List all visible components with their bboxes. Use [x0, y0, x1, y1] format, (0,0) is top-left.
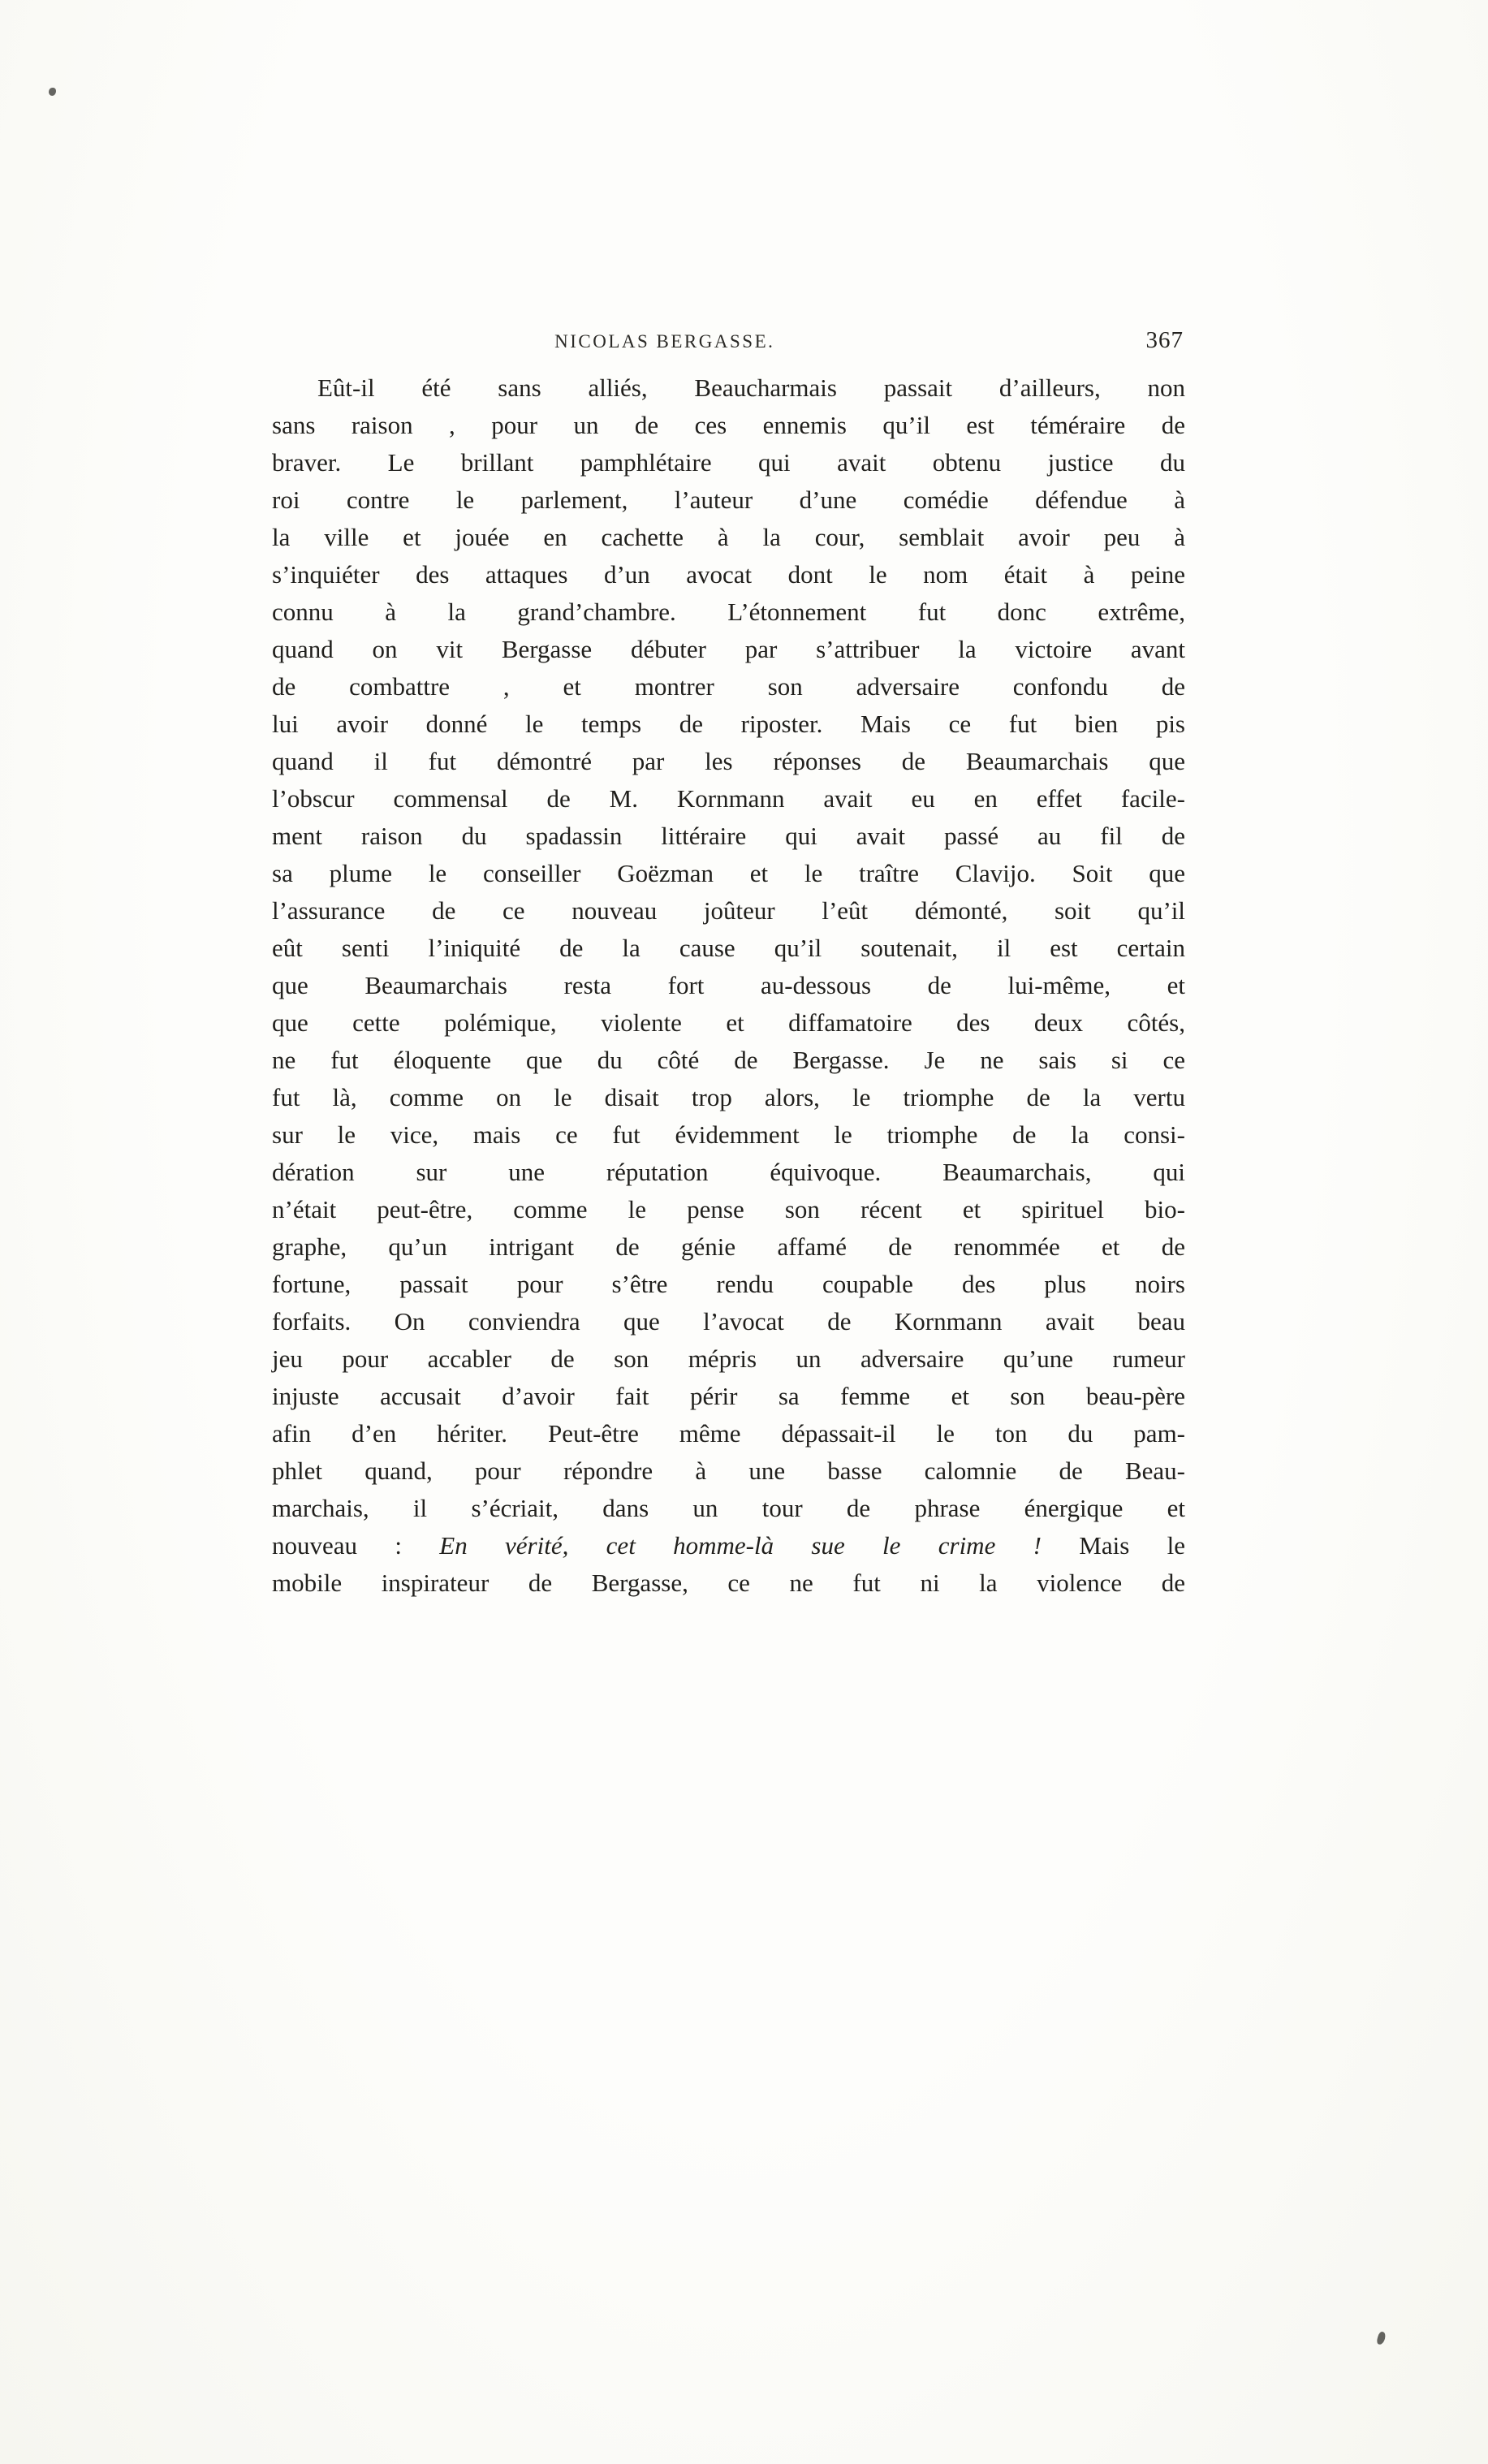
text-line: injuste accusait d’avoir fait périr sa femme et son beau-père [272, 1382, 1185, 1410]
text-line: sans raison , pour un de ces ennemis qu’il est téméraire de [272, 411, 1185, 439]
text-line: ment raison du spadassin littéraire qui avait passé au fil de [272, 822, 1185, 850]
text-segment: Mais le [1041, 1531, 1185, 1560]
text-line: que cette polémique, violente et diffamatoire des deux côtés, [272, 1008, 1185, 1037]
text-line: quand on vit Bergasse débuter par s’attribuer la victoire avant [272, 635, 1185, 663]
text-line: sur le vice, mais ce fut évidemment le triomphe de la consi- [272, 1120, 1185, 1149]
page-number: 367 [1145, 327, 1184, 353]
text-line: marchais, il s’écriait, dans un tour de phrase énergique et [272, 1494, 1185, 1522]
text-line: de combattre , et montrer son adversaire confondu de [272, 672, 1185, 701]
text-line: jeu pour accabler de son mépris un adversaire qu’une rumeur [272, 1344, 1185, 1373]
italic-phrase: En vérité, cet homme-là sue le crime ! [439, 1531, 1042, 1560]
text-line: afin d’en hériter. Peut-être même dépassait-il le ton du pam- [272, 1419, 1185, 1448]
text-line: phlet quand, pour répondre à une basse calomnie de Beau- [272, 1456, 1185, 1485]
text-line: eût senti l’iniquité de la cause qu’il soutenait, il est certain [272, 934, 1185, 962]
scan-speck-top-left [49, 88, 56, 96]
text-line: mobile inspirateur de Bergasse, ce ne fut ni la violence de [272, 1569, 1185, 1597]
paragraph-block [272, 369, 1185, 1602]
text-line: l’assurance de ce nouveau joûteur l’eût démonté, soit qu’il [272, 896, 1185, 925]
text-line: connu à la grand’chambre. L’étonnement fut donc extrême, [272, 598, 1185, 626]
text-line: que Beaumarchais resta fort au-dessous de lui-même, et [272, 971, 1185, 999]
text-line: ne fut éloquente que du côté de Bergasse. Je ne sais si ce [272, 1046, 1185, 1074]
text-line: n’était peut-être, comme le pense son récent et spirituel bio- [272, 1195, 1185, 1223]
text-line: fortune, passait pour s’être rendu coupable des plus noirs [272, 1270, 1185, 1298]
running-title: NICOLAS BERGASSE. [554, 331, 775, 352]
text-line: s’inquiéter des attaques d’un avocat dont le nom était à peine [272, 560, 1185, 589]
text-line: quand il fut démontré par les réponses de Beaumarchais que [272, 747, 1185, 775]
text-line: sa plume le conseiller Goëzman et le traître Clavijo. Soit que [272, 859, 1185, 887]
text-line: braver. Le brillant pamphlétaire qui avait obtenu justice du [272, 448, 1185, 477]
text-line: dération sur une réputation équivoque. Beaumarchais, qui [272, 1158, 1185, 1186]
text-line: forfaits. On conviendra que l’avocat de Kornmann avait beau [272, 1307, 1185, 1336]
text-line: lui avoir donné le temps de riposter. Mais ce fut bien pis [272, 710, 1185, 738]
text-line: fut là, comme on le disait trop alors, le triomphe de la vertu [272, 1083, 1185, 1111]
text-segment: nouveau : [272, 1531, 440, 1560]
text-line: Eût-il été sans alliés, Beaucharmais passait d’ailleurs, non [317, 373, 1185, 402]
scan-speck-bottom-right [1376, 2331, 1387, 2345]
page-header [272, 327, 1185, 364]
text-line: la ville et jouée en cachette à la cour, semblait avoir peu à [272, 523, 1185, 551]
text-line [272, 1527, 1185, 1564]
text-line: l’obscur commensal de M. Kornmann avait eu en effet facile- [272, 784, 1185, 813]
text-line: roi contre le parlement, l’auteur d’une comédie défendue à [272, 485, 1185, 514]
text-line: graphe, qu’un intrigant de génie affamé de renommée et de [272, 1232, 1185, 1261]
